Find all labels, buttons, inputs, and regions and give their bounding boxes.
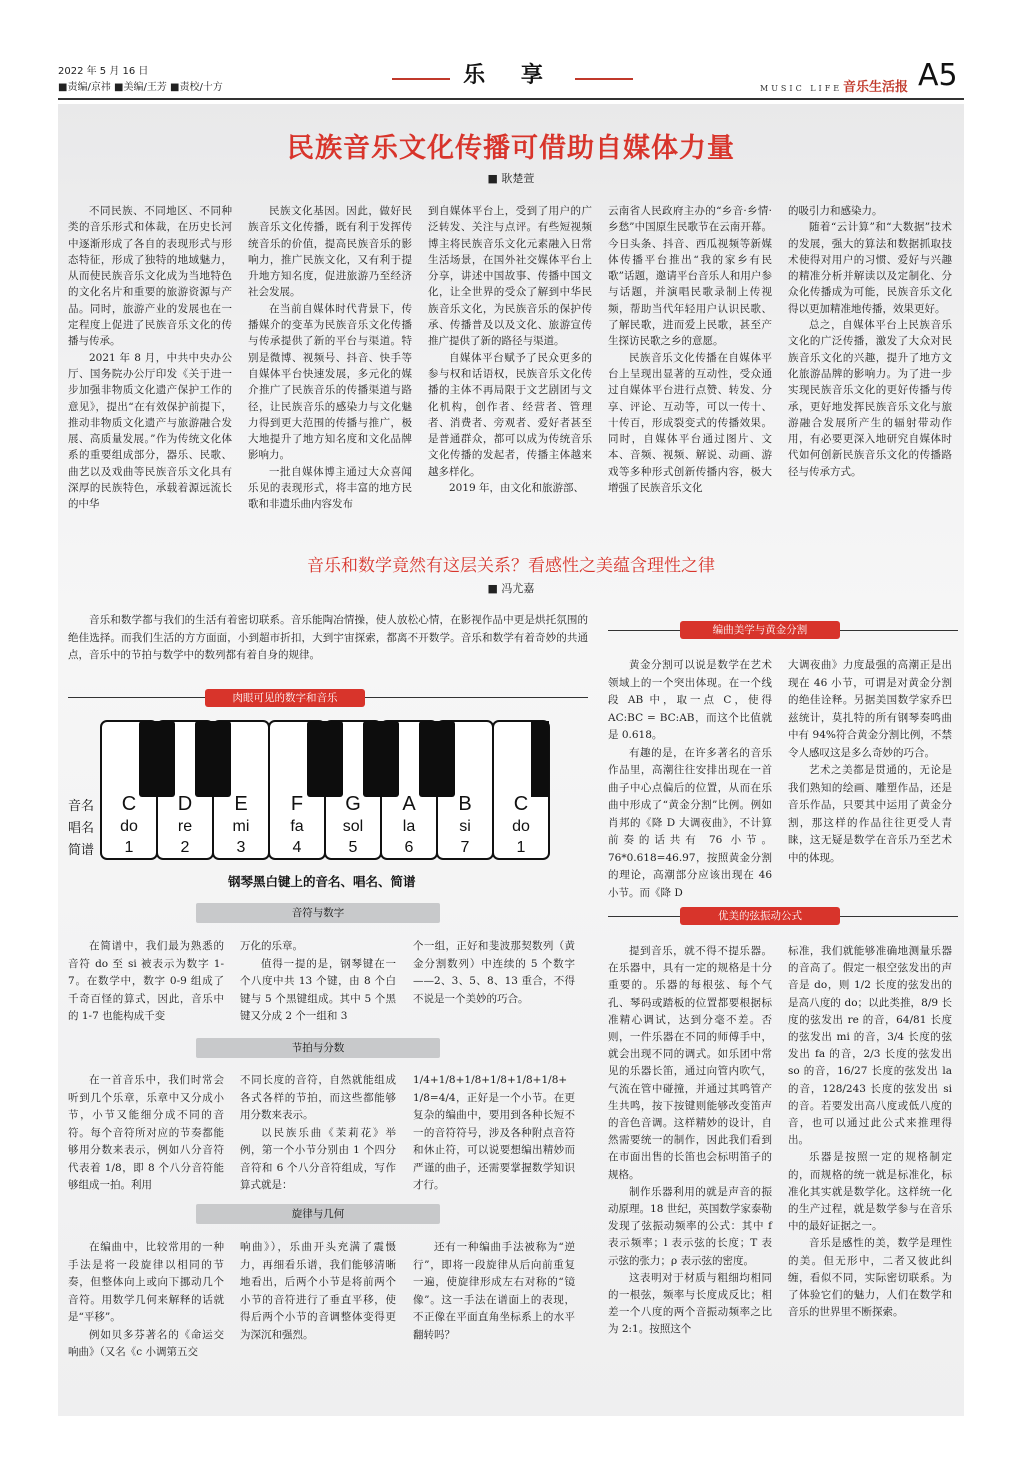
paragraph: 民族音乐文化传播在自媒体平台上呈现出显著的互动性，受众通过自媒体平台进行点赞、转发、分享、评论、互动等，可以一传十、十传百，形成裂变式的传播效果。同时，自媒体平台通过图片、文本、音频、视频、解说、动画、游戏等多种形式创新传播内容，极大增强了民族音乐文化 — [608, 351, 772, 495]
section-title-beats-fractions: 节拍与分数 — [196, 1038, 440, 1058]
article1-author: ■ 耿楚萱 — [487, 172, 535, 185]
golden-col-1 — [608, 657, 772, 902]
black-key — [139, 721, 175, 797]
article2-author: ■ 冯尤嘉 — [487, 582, 535, 595]
key-solfege: mi — [232, 818, 250, 835]
paragraph: 2021 年 8 月，中共中央办公厅、国务院办公厅印发《关于进一步加强非物质文化遗产保护工作的意见》，提出“在有效保护前提下，推动非物质文化遗产与旅游融合发展、高质量发展。”作为传统文化体系的重要组成部分，器乐、民歌、曲艺以及戏曲等民族音乐文化具有深厚的民族特色，承载着源远流长的中华 — [68, 351, 232, 511]
article2-title: 音乐和数学竟然有这层关系？看感性之美蕴含理性之律 — [307, 556, 715, 576]
golden-col-2 — [788, 657, 952, 867]
paragraph: 值得一提的是，钢琴键在一个八度中共 13 个键，由 8 个白键与 5 个黑键组成。其中 5 个黑键又分成 2 个一组和 3 — [240, 957, 396, 1022]
section-title-golden-ratio: 编曲美学与黄金分割 — [680, 621, 840, 639]
section-title-string-formula: 优美的弦振动公式 — [680, 907, 840, 925]
piano-section-title: 肉眼可见的数字和音乐 — [205, 689, 365, 707]
key-note-name: D — [177, 793, 193, 815]
header-right-line — [575, 78, 633, 80]
row-label-number: 简谱 — [68, 843, 95, 858]
issue-date: 2022 年 5 月 16 日 — [58, 66, 149, 77]
article2-intro — [68, 612, 588, 665]
paragraph: 不同长度的音符，自然就能组成各式各样的节拍，而这些都能够用分数来表示。 — [240, 1074, 396, 1121]
key-note-name: A — [402, 793, 416, 815]
beats-col-2 — [240, 1072, 396, 1195]
paragraph: 音乐和数学都与我们的生活有着密切联系。音乐能陶冶情操，使人放松心情，在影视作品中更是烘托氛围的绝佳选择。而我们生活的方方面面，小到超市折扣，大到宇宙探索，都离不开数学。音乐和数学有着奇妙的共通点，音乐中的节拍与数学中的数列都有着自身的规律。 — [68, 614, 588, 661]
section-title-melody-geometry: 旋律与几何 — [196, 1204, 440, 1224]
black-key — [531, 721, 549, 797]
string-col-2 — [788, 943, 952, 1321]
melody-col-2 — [240, 1239, 396, 1344]
key-solfege: sol — [342, 818, 364, 835]
key-note-name: C — [121, 793, 137, 815]
paragraph: 音乐是感性的美，数学是理性的美。但无形中，二者又彼此纠缠，看似不同，实际密切联系。为了体验它们的魅力，人们在数学和音乐的世界里不断探索。 — [788, 1237, 952, 1319]
key-number: 5 — [348, 839, 358, 856]
article1-col-3 — [428, 203, 592, 496]
key-number: 7 — [460, 839, 470, 856]
key-solfege: re — [177, 818, 193, 835]
beats-col-1 — [68, 1072, 224, 1195]
paragraph: 到自媒体平台上，受到了用户的广泛转发、关注与点评。有些短视频博主将民族音乐文化元素融入日常生活场景，在国外社交媒体平台上分享，讲述中国故事、传播中国文化，让全世界的受众了解到中华民族音乐文化，为民族音乐的保护传承、传播普及以及文化、旅游宣传推广提供了新的路径与渠道。 — [428, 205, 592, 348]
paragraph: 不同民族、不同地区、不同种类的音乐形式和体裁，在历史长河中逐渐形成了各自的表现形式与形态特征，形成了独特的地域魅力，从而使民族音乐文化成为当地特色的文化名片和重要的旅游资源与产品。同时，旅游产业的发展也在一定程度上促进了民族音乐文化的传播与传承。 — [68, 205, 232, 348]
key-solfege: do — [512, 818, 530, 835]
paragraph: 2019 年，由文化和旅游部、 — [449, 482, 585, 495]
article1-col-2 — [248, 203, 412, 513]
paragraph: 个一组，正好和斐波那契数列（黄金分割数列）中连续的 5 个数字——2、3、5、8、13 重合，不得不说是一个美妙的巧合。 — [413, 940, 575, 1005]
editor-credits: ■责编/京祎 ■美编/王芳 ■责校/十方 — [58, 82, 223, 93]
paragraph: 万化的乐章。 — [240, 940, 303, 952]
key-number: 6 — [404, 839, 414, 856]
melody-col-1 — [68, 1239, 224, 1362]
paragraph: 随着“云计算”和“大数据”技术的发展，强大的算法和数据抓取技术使得对用户的习惯、爱好与兴趣的精准分析并解读以及定制化、分众化传播成为可能，民族音乐文化得以更加精准地传播，效果更好。 — [788, 221, 952, 315]
article1-col-5 — [788, 203, 952, 480]
key-solfege: fa — [290, 818, 304, 835]
key-number: 1 — [124, 839, 134, 856]
article1-col-4 — [608, 203, 772, 496]
paragraph: 提到音乐，就不得不提乐器。在乐器中，具有一定的规格是十分重要的。乐器的每根弦、每个气孔、琴码或踏板的位置都要根据标准精心调试，达到分毫不差。否则，一件乐器在不同的师傅手中，就会出现不同的调式。如乐团中常见的乐器长笛，通过向管内吹气，气流在管中碰撞，并通过其鸣管产生共鸣，按下按键则能够改变笛声的音色音调。这样精妙的设计，自然需要统一的制作，因此我们看到在市面出售的长笛也会标明笛子的规格。 — [608, 945, 772, 1181]
notes-col-2 — [240, 938, 396, 1026]
paragraph: 民族文化基因。因此，做好民族音乐文化传播，既有利于发挥传统音乐的价值，提高民族音乐的影响力，推广民族文化，又有利于提升地方知名度，促进旅游乃至经济社会发展。 — [248, 205, 412, 299]
masthead-info — [58, 64, 223, 96]
melody-col-3 — [413, 1239, 575, 1344]
article1-title: 民族音乐文化传播可借助自媒体力量 — [287, 133, 735, 164]
paragraph: 在当前自媒体时代背景下，传播媒介的变革为民族音乐文化传播与传承提供了新的平台与渠道。特别是微博、视频号、抖音、快手等自媒体平台快速发展，多元化的媒介推广了民族音乐的传播渠道与路径，让民族音乐的感染力与文化魅力得到更大范围的传播与推广，极大地提升了地方知名度和文化品牌影响力。 — [248, 302, 412, 462]
article1-col-1 — [68, 203, 232, 513]
key-solfege: si — [459, 818, 471, 835]
paragraph: 的吸引力和感染力。 — [788, 205, 883, 217]
paragraph: 在简谱中，我们最为熟悉的音符 do 至 si 被表示为数字 1-7。在数学中，数字 0-9 组成了千奇百怪的算式，因此，音乐中的 1-7 也能构成千变 — [68, 940, 224, 1022]
key-note-name: B — [458, 793, 472, 815]
paragraph: 云南省人民政府主办的“乡音·乡情·乡愁”中国原生民歌节在云南开幕。今日头条、抖音、西瓜视频等新媒体传播平台推出“我的家乡有民歌”话题，邀请平台音乐人和用户参与话题，并演唱民歌录制上传视频，帮助当代年轻用户认识民歌、了解民歌，进而爱上民歌，甚至产生探访民歌之乡的意愿。 — [608, 205, 772, 348]
paragraph: 总之，自媒体平台上民族音乐文化的广泛传播，激发了大众对民族音乐文化的兴趣，提升了地方文化旅游品牌的影响力。为了进一步实现民族音乐文化的更好传播与传承，更好地发挥民族音乐文化与旅游融合发展所产生的辐射带动作用，有必要更深入地研究自媒体时代如何创新民族音乐文化的传播路径与传承方式。 — [788, 319, 952, 478]
piano-caption: 钢琴黑白键上的音名、唱名、简谱 — [228, 874, 416, 889]
paragraph: 黄金分割可以说是数学在艺术领域上的一个突出体现。在一个线段 AB 中，取一点 C，使得 AC:BC = BC:AB，而这个比值就是 0.618。 — [608, 659, 772, 741]
key-note-name: G — [345, 793, 361, 815]
beats-col-3 — [413, 1072, 575, 1195]
key-number: 4 — [292, 839, 302, 856]
paragraph: 这表明对于材质与粗细均相同的一根弦，频率与长度成反比；相差一个八度的两个音振动频率之比为 2:1。按照这个 — [608, 1271, 772, 1336]
header-rule — [58, 98, 964, 100]
notes-col-3 — [413, 938, 575, 1008]
black-key — [419, 721, 455, 797]
row-label-solfege: 唱名 — [68, 821, 95, 836]
key-solfege: la — [402, 818, 416, 835]
paragraph: 例如贝多芬著名的《命运交响曲》（又名《c 小调第五交 — [68, 1328, 224, 1358]
paragraph: 制作乐器利用的就是声音的振动原理。18 世纪，英国数学家泰勒发现了弦振动频率的公式：其中 f 表示频率；l 表示弦的长度；T 表示弦的张力；ρ 表示弦的密度。 — [608, 1185, 772, 1267]
key-number: 2 — [180, 839, 190, 856]
paragraph: 一批自媒体博主通过大众喜闻乐见的表现形式，将丰富的地方民歌和非遗乐曲内容发布 — [248, 465, 412, 511]
paragraph: 大调夜曲》力度最强的高潮正是出现在 46 小节，可谓是对黄金分割的绝佳诠释。另据美国数学家乔巴兹统计，莫扎特的所有钢琴奏鸣曲中有 94%符合黄金分割比例，不禁令人感叹这是多么奇妙的巧合。 — [788, 659, 952, 759]
paragraph: 响曲》），乐曲开头充满了震慑力，再细看乐谱，我们能够清晰地看出，后两个小节是将前两个小节的音符进行了垂直平移，使得后两个小节的音调整体变得更为深沉和强烈。 — [240, 1241, 396, 1341]
paragraph: 在编曲中，比较常用的一种手法是将一段旋律以相同的节奏，但整体向上或向下挪动几个音符。用数学几何来解释的话就是“平移”。 — [68, 1241, 224, 1323]
key-note-name: C — [513, 793, 529, 815]
key-note-name: E — [234, 793, 248, 815]
paragraph: 1/4+1/8+1/8+1/8+1/8+1/8+1/8=4/4，正好是一个小节。在更复杂的编曲中，要用到各种长短不一的音符符号，涉及各种附点音符和休止符，可以说要想编出精妙而严谨的曲子，还需要掌握数学知识才行。 — [413, 1074, 575, 1191]
paragraph: 乐器是按照一定的规格制定的，而规格的统一就是标准化，标准化其实就是数学化。这样统一化的生产过程，就是数学参与在音乐中的最好证据之一。 — [788, 1151, 952, 1233]
notes-col-1 — [68, 938, 224, 1026]
key-solfege: do — [120, 818, 138, 835]
paragraph: 艺术之美都是贯通的，无论是我们熟知的绘画、雕塑作品，还是音乐作品，只要其中运用了黄金分割，那这样的作品往往更受人青睐，这无疑是数学在音乐乃至艺术中的体现。 — [788, 764, 952, 864]
paragraph: 以民族乐曲《茉莉花》举例，第一个小节分别由 1 个四分音符和 6 个八分音符组成，写作算式就是： — [240, 1126, 396, 1191]
key-number: 1 — [516, 839, 526, 856]
piano-keyboard — [100, 720, 552, 860]
paper-name: 音乐生活报 — [843, 80, 909, 95]
black-key — [195, 721, 231, 797]
page-number: A5 — [918, 58, 958, 93]
section-name: 乐 享 — [463, 62, 557, 88]
paragraph: 在一首音乐中，我们时常会听到几个乐章，乐章中又分成小节，小节又能细分成不同的音符。每个音符所对应的节奏都能够用分数来表示，例如八分音符代表着 1/8，即 8 个八分音符能够组成一拍。利用 — [68, 1074, 224, 1191]
black-key — [363, 721, 399, 797]
paragraph: 还有一种编曲手法被称为“逆行”，即将一段旋律从后向前重复一遍，使旋律形成左右对称的“镜像”。这一手法在谱面上的表现，不正像在平面直角坐标系上的水平翻转吗？ — [413, 1241, 575, 1341]
key-note-name: F — [290, 793, 304, 815]
string-col-1 — [608, 943, 772, 1339]
paragraph: 自媒体平台赋予了民众更多的参与权和话语权，民族音乐文化传播的主体不再局限于文艺剧团与文化机构，创作者、经营者、管理者、消费者、旁观者、爱好者甚至是普通群众，都可以成为传统音乐文化传播的发起者，传播主体越来越多样化。 — [428, 351, 592, 478]
black-key — [307, 721, 343, 797]
row-label-name: 音名 — [68, 799, 95, 814]
paper-name-en: MUSIC LIFE — [760, 84, 843, 93]
paragraph: 有趣的是，在许多著名的音乐作品里，高潮往往安排出现在一首曲子中心点偏后的位置，从而在乐曲中形成了“黄金分割”比例。例如肖邦的《降 D 大调夜曲》，不计算前奏的话共有 76 小节。76*0.618=46.97，按照黄金分割的理论，高潮部分应该出现在 46 小节。而《降 D — [608, 746, 772, 899]
paragraph: 标准，我们就能够准确地测量乐器的音高了。假定一根空弦发出的声音是 do，则 1/2 长度的弦发出的是高八度的 do；以此类推，8/9 长度的弦发出 re 的音，64/81 长度的弦发出 mi 的音，3/4 长度的弦发出 fa 的音，2/3 长度的弦发出 so 的音，16/27 长度的弦发出 la 的音，128/243 长度的弦发出 si 的音。若要发出高八度或低八度的音，也可以通过此公式来推理得出。 — [788, 945, 952, 1147]
key-number: 3 — [236, 839, 246, 856]
section-title-notes-numbers: 音符与数字 — [196, 903, 440, 923]
